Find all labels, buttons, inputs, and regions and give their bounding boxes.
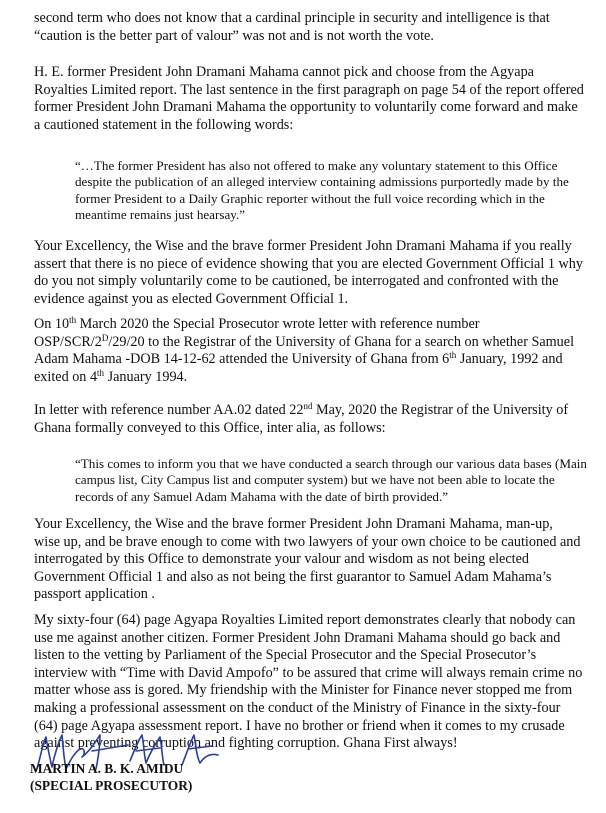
quote-line: records of any Samuel Adam Mahama with the date of birth provided.”	[75, 488, 449, 504]
text-line: Your Excellency, the Wise and the brave former President John Dramani Mahama, man-up,	[34, 516, 553, 532]
text-line: OSP/$SCR/2^D/29/20$ to the Registrar of the University of Ghana for a search on whether Samuel	[34, 332, 575, 350]
paragraph-2	[34, 64, 600, 134]
paragraph-5	[34, 402, 600, 437]
text-line: “caution is the better part of valour” was not and is not worth the vote.	[34, 27, 434, 44]
signature-block	[26, 731, 286, 807]
text-line: (64) page Agyapa assessment report. I have no brother or friend when it comes to my crusade	[34, 717, 565, 734]
text-line: In letter with reference number AA.02 dated 22nd May, 2020 the Registrar of the University of	[34, 401, 569, 418]
quote-line: campus list, City Campus list and computer system) but we have not been able to locate the	[75, 472, 555, 488]
quote-line: despite the publication of an alleged interview containing admissions purportedly made by the	[75, 174, 569, 190]
text-line: wise up, and be brave enough to come with two lawyers of your own choice to be cautioned and	[34, 533, 581, 550]
quote-line: “…The former President has also not offered to make any voluntary statement to this Office	[75, 158, 558, 173]
text-line: matter whose ass is gored. My friendship with the Minister for Finance never stopped me from	[34, 682, 573, 699]
text-line: Royalties Limited report. The last sentence in the first paragraph on page 54 of the report offered	[34, 81, 584, 98]
text-line: use me against another citizen. Former President John Dramani Mahama should go back and	[34, 629, 561, 646]
text-line: evidence against you as elected Government Official 1.	[34, 290, 349, 307]
text-line: Government Official 1 and also as not being the first guarantor to Samuel Adam Mahama’s	[34, 568, 552, 585]
text-line: On 10th March 2020 the Special Prosecutor wrote letter with reference number	[34, 315, 480, 332]
paragraph-1	[34, 10, 600, 45]
text-line: second term who does not know that a cardinal principle in security and intelligence is that	[34, 10, 550, 26]
text-line: interrogated by this Office to demonstrate your valour and wisdom as not being elected	[34, 551, 529, 568]
text-line: making a professional assessment on the conduct of the Ministry of Finance in the sixty-four	[34, 699, 561, 716]
text-line: Ghana formally conveyed to this Office, inter alia, as follows:	[34, 419, 386, 436]
text-line: Your Excellency, the Wise and the brave former President John Dramani Mahama if you really	[34, 238, 572, 254]
text-line: exited on 4th January 1994.	[34, 367, 188, 385]
text-line: do you not simply voluntarily come to be cautioned, be interrogated and confronted with the	[34, 273, 559, 290]
text-line: passport application .	[34, 586, 155, 603]
paragraph-4	[34, 316, 600, 386]
paragraph-3	[34, 238, 600, 308]
text-line: H. E. former President John Dramani Mahama cannot pick and choose from the Agyapa	[34, 64, 534, 80]
quote-line: “This comes to inform you that we have conducted a search through our various data bases (Main	[75, 456, 587, 471]
paragraph-6	[34, 516, 600, 604]
text-line: a cautioned statement in the following words:	[34, 116, 294, 133]
text-line: listen to the vetting by Parliament of the Special Prosecutor and the Special Prosecutor’s	[34, 647, 537, 664]
text-line: interview with “Time with David Ampofo” to be assured that crime will always remain crime no	[34, 664, 583, 681]
text-line: Adam Mahama -DOB 14-12-62 attended the University of Ghana from 6th January, 1992 and	[34, 350, 563, 368]
signatory-title: (SPECIAL PROSECUTOR)	[30, 778, 193, 793]
text-line: My sixty-four (64) page Agyapa Royalties Limited report demonstrates clearly that nobody can	[34, 612, 576, 628]
text-line: against preventing corruption and fighting corruption. Ghana First always!	[34, 735, 458, 752]
quote-line: former President to a Daily Graphic reporter without the full voice recording which in the	[75, 190, 545, 206]
quote-line: meantime remains just hearsay.”	[75, 207, 246, 223]
text-line: assert that there is no piece of evidence showing that you are elected Government Official 1 why	[34, 255, 583, 272]
text-line: former President John Dramani Mahama the opportunity to voluntarily come forward and make	[34, 99, 578, 116]
block-quote-report	[75, 158, 595, 224]
signatory-name: MARTIN A. B. K. AMIDU	[30, 761, 184, 776]
block-quote-registrar	[75, 456, 595, 505]
